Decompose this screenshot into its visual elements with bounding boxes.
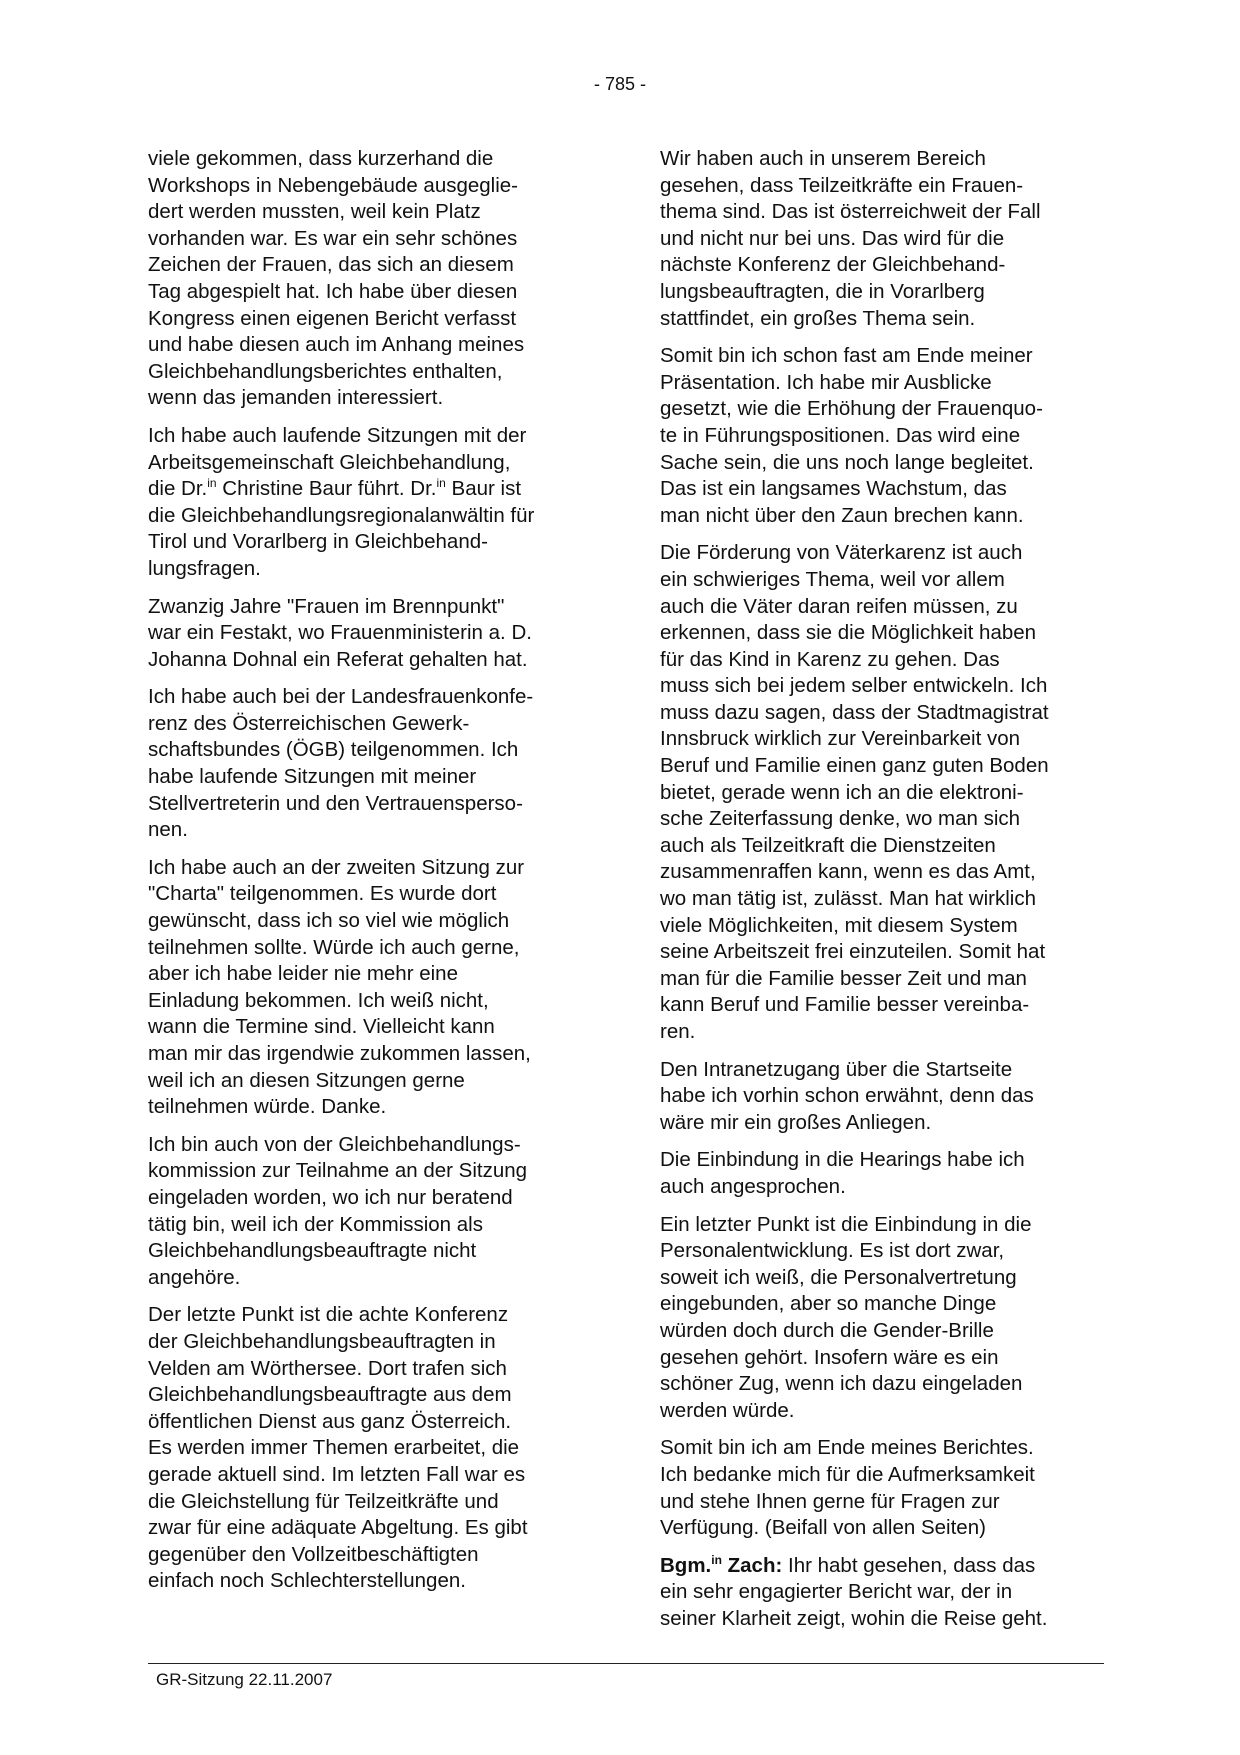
text: Christine Baur führt. Dr. (216, 477, 437, 501)
paragraph: Ich habe auch bei der Landesfrauenkonfe- renz des Österreichischen Gewerk- schaftsbundes (ÖGB) teilgenommen. Ich habe laufende Sitzungen mit meiner Stellvertreterin und den Vertrauensperso- nen. (148, 685, 534, 842)
speaker-label (660, 1554, 782, 1577)
speaker-paragraph (660, 1553, 1104, 1633)
paragraph: viele gekommen, dass kurzerhand die Workshops in Nebengebäude ausgeglie- dert werden mussten, weil kein Platz vorhanden war. Es war ein sehr schönes Zeichen der Frauen, das sich an diesem Tag abgespielt hat. Ich habe über diesen Kongress einen eigenen Bericht verfasst und habe diesen auch im Anhang meines Gleichbehandlungsberichtes enthalten, wenn das jemanden interessiert. (148, 147, 525, 410)
text: die Dr. (148, 477, 208, 501)
text: Baur ist (445, 477, 522, 501)
paragraph: Ein letzter Punkt ist die Einbindung in die Personalentwicklung. Es ist dort zwar, soweit ich weiß, die Personalvertretung eingebunden, aber so manche Dinge würden doch durch die Gender-Brille gesehen gehört. Insofern wäre es ein schöner Zug, wenn ich dazu eingeladen werden würde. (660, 1212, 1032, 1422)
paragraph: Die Einbindung in die Hearings habe ich auch angesprochen. (660, 1148, 1025, 1198)
superscript: in (436, 476, 446, 491)
text: die Gleichbehandlungsregionalanwältin für Tirol und Vorarlberg in Gleichbehand- lungsfragen. (148, 503, 535, 580)
paragraph: Den Intranetzugang über die Startseite habe ich vorhin schon erwähnt, denn das wäre mir ein großes Anliegen. (660, 1057, 1034, 1134)
text: Arbeitsgemeinschaft Gleichbehandlung, (148, 450, 511, 474)
right-column (660, 146, 1104, 1643)
paragraph-arbeitsgemeinschaft (148, 423, 588, 583)
paragraph: Wir haben auch in unserem Bereich gesehen, dass Teilzeitkräfte ein Frauen- thema sind. Das ist österreichweit der Fall und nicht nur bei uns. Das wird für die nächste Konferenz der Gleichbehand- lungsbeauftragten, die in Vorarlberg stattfindet, ein großes Thema sein. (660, 147, 1041, 330)
speaker-name: Zach: (721, 1553, 783, 1577)
speaker-title: Bgm. (660, 1553, 712, 1577)
paragraph: Der letzte Punkt ist die achte Konferenz der Gleichbehandlungsbeauftragten in Velden am Wörthersee. Dort trafen sich Gleichbehandlungsbeauftragte aus dem öffentlichen Dienst aus ganz Österreich. Es werden immer Themen erarbeitet, die gerade aktuell sind. Im letzten Fall war es die Gleichstellung für Teilzeitkräfte und zwar für eine adäquate Abgeltung. Es gibt gegenüber den Vollzeitbeschäftigten einfach noch Schlechterstellungen. (148, 1303, 528, 1593)
paragraph: Zwanzig Jahre "Frauen im Brennpunkt" war ein Festakt, wo Frauenministerin a. D. Johanna Dohnal ein Referat gehalten hat. (148, 594, 532, 671)
paragraph: Somit bin ich am Ende meines Berichtes. Ich bedanke mich für die Aufmerksamkeit und stehe Ihnen gerne für Fragen zur Verfügung. (Beifall von allen Seiten) (660, 1436, 1035, 1540)
footer-session-date: GR-Sitzung 22.11.2007 (156, 1670, 333, 1689)
left-column (148, 146, 588, 1606)
page-number: - 785 - (593, 74, 647, 94)
paragraph: Die Förderung von Väterkarenz ist auch ein schwieriges Thema, weil vor allem auch die Väter daran reifen müssen, zu erkennen, dass sie die Möglichkeit haben für das Kind in Karenz zu gehen. Das muss sich bei jedem selber entwickeln. Ich muss dazu sagen, dass der Stadtmagistrat Innsbruck wirklich zur Vereinbarkeit von Beruf und Familie einen ganz guten Boden bietet, gerade wenn ich an die elektroni- sche Zeiterfassung denke, wo man sich auch als Teilzeitkraft die Dienstzeiten zusammenraffen kann, wenn es das Amt, wo man tätig ist, zulässt. Man hat wirklich viele Möglichkeiten, mit diesem System seine Arbeitszeit frei einzuteilen. Somit hat man für die Familie besser Zeit und man kann Beruf und Familie besser vereinba- ren. (660, 541, 1049, 1043)
speaker-text: Ihr habt gesehen, dass das ein sehr engagierter Bericht war, der in seiner Klarheit zeigt, wohin die Reise geht. (660, 1553, 1048, 1630)
footer-divider (148, 1663, 1104, 1664)
speaker-superscript: in (711, 1552, 722, 1567)
paragraph: Ich bin auch von der Gleichbehandlungs- kommission zur Teilnahme an der Sitzung eingeladen worden, wo ich nur beratend tätig bin, weil ich der Kommission als Gleichbehandlungsbeauftragte nicht angehöre. (148, 1132, 528, 1289)
superscript: in (207, 476, 217, 491)
text: Ich habe auch laufende Sitzungen mit der (148, 423, 527, 447)
paragraph: Somit bin ich schon fast am Ende meiner Präsentation. Ich habe mir Ausblicke gesetzt, wie die Erhöhung der Frauenquo- te in Führungspositionen. Das wird eine Sache sein, die uns noch lange begleitet. Das ist ein langsames Wachstum, das man nicht über den Zaun brechen kann. (660, 344, 1043, 527)
paragraph: Ich habe auch an der zweiten Sitzung zur "Charta" teilgenommen. Es wurde dort gewünscht, dass ich so viel wie möglich teilnehmen sollte. Würde ich auch gerne, aber ich habe leider nie mehr eine Einladung bekommen. Ich weiß nicht, wann die Termine sind. Vielleicht kann man mir das irgendwie zukommen lassen, weil ich an diesen Sitzungen gerne teilnehmen würde. Danke. (148, 855, 531, 1119)
